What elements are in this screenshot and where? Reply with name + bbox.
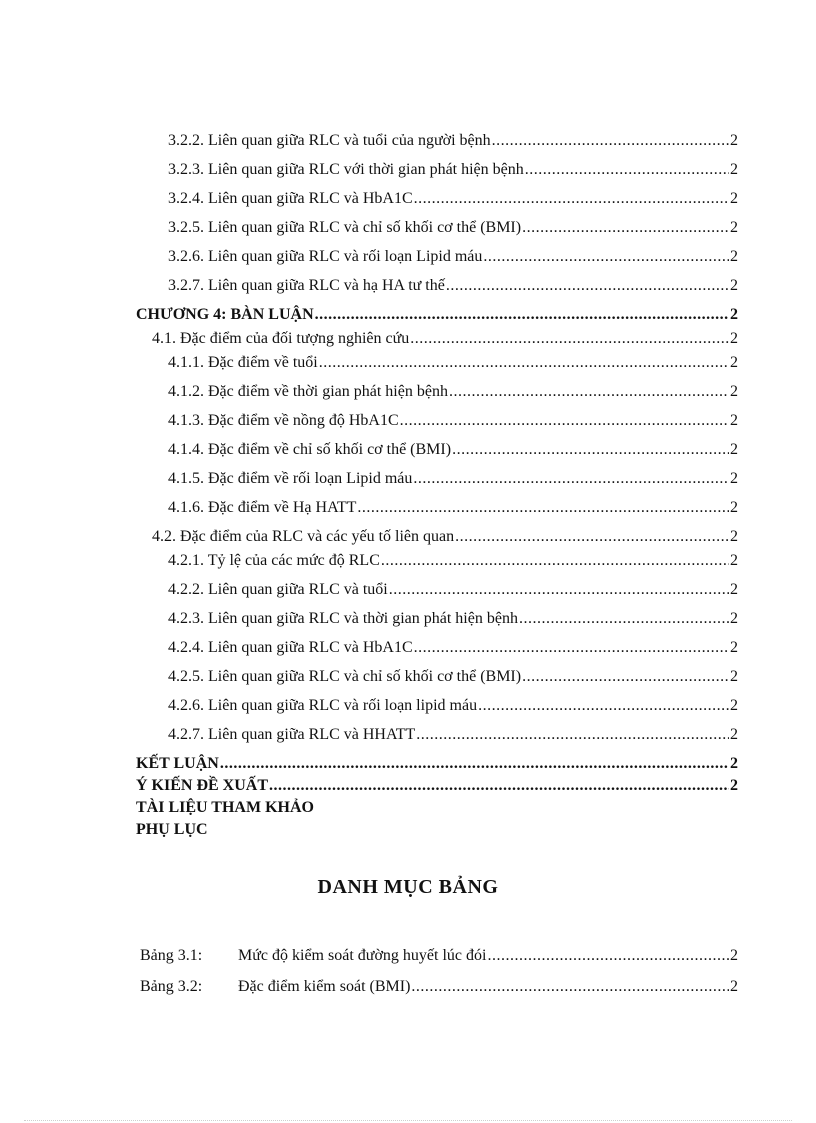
toc-entry-page: 2 [730,330,738,347]
dot-leader [416,725,729,745]
toc-entry[interactable] [136,469,738,498]
toc-entry-title: 4.1.3. Đặc điểm về nồng độ HbA1C [168,412,399,429]
dot-leader [455,527,729,547]
toc-entry-title: 4.2.1. Tỷ lệ của các mức độ RLC [168,552,380,569]
toc-entry[interactable] [136,498,738,527]
toc-entry-title: 3.2.3. Liên quan giữa RLC với thời gian phát hiện bệnh [168,161,524,178]
toc-entry-title: 4.2.2. Liên quan giữa RLC và tuổi [168,581,388,598]
toc-entry-page: 2 [730,441,738,458]
toc-entry-page: 2 [730,639,738,656]
toc-entry-title: 4.1.2. Đặc điểm về thời gian phát hiện bệnh [168,383,448,400]
dot-leader [519,609,729,629]
table-page: 2 [730,947,738,964]
dot-leader [487,946,729,966]
toc-entry[interactable] [136,798,738,820]
toc-entry[interactable] [136,329,738,353]
page-bottom-rule [24,1120,792,1121]
toc-entry[interactable] [136,527,738,551]
table-of-contents [136,131,738,842]
toc-entry-title: 3.2.5. Liên quan giữa RLC và chỉ số khối cơ thể (BMI) [168,219,522,236]
dot-leader [452,440,729,460]
toc-entry-title: 3.2.4. Liên quan giữa RLC và HbA1C [168,190,413,207]
toc-entry-page: 2 [730,132,738,149]
toc-entry[interactable] [136,305,738,329]
dot-leader [400,411,729,431]
table-list [140,946,738,1008]
toc-entry-title: 3.2.6. Liên quan giữa RLC và rối loạn Lipid máu [168,248,483,265]
dot-leader [357,498,729,518]
dot-leader [525,160,729,180]
table-page: 2 [730,978,738,995]
toc-entry-title: 4.2.6. Liên quan giữa RLC và rối loạn lipid máu [168,697,478,714]
dot-leader [449,382,729,402]
toc-entry-page: 2 [730,668,738,685]
toc-entry-page: 2 [730,190,738,207]
toc-entry-title: 3.2.2. Liên quan giữa RLC và tuổi của người bệnh [168,132,491,149]
toc-entry-title: 4.1.1. Đặc điểm về tuổi [168,354,318,371]
table-title: Mức độ kiểm soát đường huyết lúc đói [238,947,487,964]
toc-entry-title: CHƯƠNG 4: BÀN LUẬN [136,306,314,323]
dot-leader [483,247,729,267]
toc-entry-page: 2 [730,528,738,545]
toc-entry-page: 2 [730,383,738,400]
toc-entry-page: 2 [730,697,738,714]
toc-entry[interactable] [136,247,738,276]
toc-entry-page: 2 [730,306,738,323]
dot-leader [410,329,729,349]
dot-leader [389,580,729,600]
toc-entry-page: 2 [730,755,738,772]
toc-entry-page: 2 [730,470,738,487]
toc-entry-page: 2 [730,610,738,627]
dot-leader [492,131,729,151]
toc-entry[interactable] [136,696,738,725]
toc-entry[interactable] [136,776,738,798]
toc-entry-title: TÀI LIỆU THAM KHẢO [136,799,314,816]
toc-entry[interactable] [136,131,738,160]
toc-entry-page: 2 [730,354,738,371]
dot-leader [414,638,729,658]
toc-entry-title: 4.2.5. Liên quan giữa RLC và chỉ số khối cơ thể (BMI) [168,668,522,685]
dot-leader [414,189,729,209]
toc-entry[interactable] [136,276,738,305]
toc-entry-page: 2 [730,248,738,265]
toc-entry-page: 2 [730,161,738,178]
toc-entry-title: 4.2.7. Liên quan giữa RLC và HHATT [168,726,416,743]
toc-entry-title: 4.2.3. Liên quan giữa RLC và thời gian phát hiện bệnh [168,610,518,627]
toc-entry-page: 2 [730,499,738,516]
toc-entry[interactable] [136,638,738,667]
table-list-entry[interactable] [140,946,738,977]
table-label: Bảng 3.2: [140,978,203,995]
table-list-entry[interactable] [140,977,738,1008]
dot-leader [446,276,729,296]
toc-entry-title: 4.1.4. Đặc điểm về chỉ số khối cơ thể (BMI) [168,441,452,458]
toc-entry-page: 2 [730,777,738,794]
toc-entry-title: 4.2.4. Liên quan giữa RLC và HbA1C [168,639,413,656]
toc-entry-title: 4.1.6. Đặc điểm về Hạ HATT [168,499,357,516]
toc-entry-page: 2 [730,219,738,236]
table-title: Đặc điểm kiểm soát (BMI) [238,978,411,995]
toc-entry-title: 4.2. Đặc điểm của RLC và các yếu tố liên quan [152,528,455,545]
toc-entry[interactable] [136,754,738,776]
toc-entry-page: 2 [730,277,738,294]
toc-entry[interactable] [136,160,738,189]
dot-leader [315,305,729,325]
toc-entry-page: 2 [730,726,738,743]
dot-leader [522,218,729,238]
toc-entry[interactable] [136,667,738,696]
dot-leader [411,977,729,997]
toc-entry[interactable] [136,189,738,218]
toc-entry-title: 3.2.7. Liên quan giữa RLC và hạ HA tư thế [168,277,445,294]
table-label: Bảng 3.1: [140,947,203,964]
toc-entry-title: PHỤ LỤC [136,821,208,838]
toc-entry[interactable] [136,820,738,842]
toc-entry-page: 2 [730,552,738,569]
dot-leader [269,776,729,796]
toc-entry[interactable] [136,440,738,469]
dot-leader [381,551,729,571]
toc-entry[interactable] [136,609,738,638]
toc-entry-page: 2 [730,581,738,598]
dot-leader [413,469,729,489]
toc-entry-title: Ý KIẾN ĐỀ XUẤT [136,777,269,794]
toc-entry-title: KẾT LUẬN [136,755,219,772]
toc-entry-title: 4.1. Đặc điểm của đối tượng nghiên cứu [152,330,410,347]
toc-entry[interactable] [136,725,738,754]
dot-leader [220,754,729,774]
toc-entry-page: 2 [730,412,738,429]
dot-leader [522,667,729,687]
toc-entry-title: 4.1.5. Đặc điểm về rối loạn Lipid máu [168,470,413,487]
table-list-heading: DANH MỤC BẢNG [317,876,499,898]
toc-entry[interactable] [136,580,738,609]
dot-leader [478,696,729,716]
toc-entry[interactable] [136,218,738,247]
toc-entry[interactable] [136,382,738,411]
toc-entry[interactable] [136,411,738,440]
toc-entry[interactable] [136,551,738,580]
dot-leader [319,353,729,373]
toc-entry[interactable] [136,353,738,382]
